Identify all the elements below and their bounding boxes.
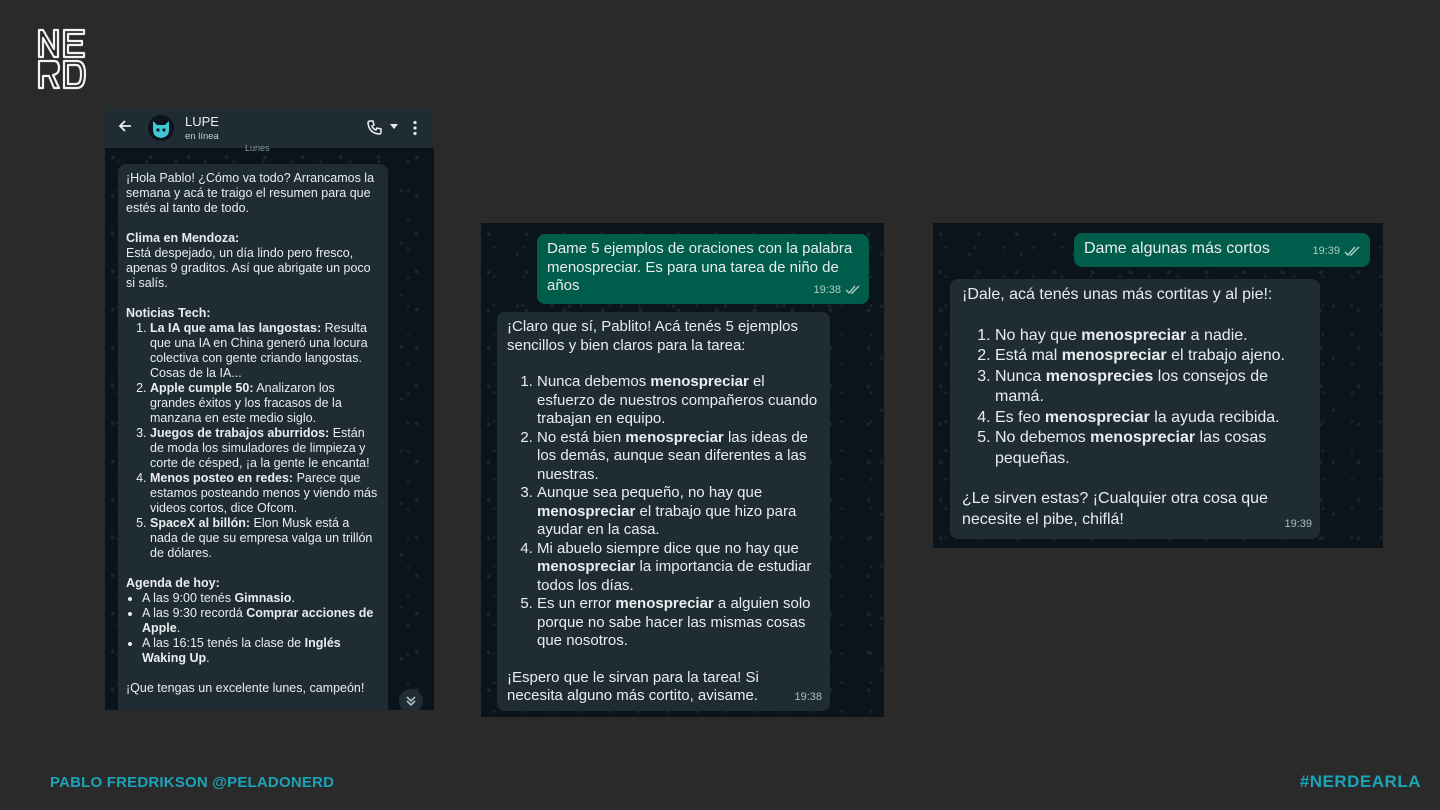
list-item: 2. No está bien menospreciar las ideas de los demás, aunque sean diferentes a las nuestras. — [537, 429, 820, 485]
phone-icon[interactable] — [366, 119, 383, 136]
list-item: 4. Es feo menospreciar la ayuda recibida. — [995, 408, 1308, 429]
message-meta — [1312, 241, 1362, 261]
message-intro: ¡Hola Pablo! ¿Cómo va todo? Arrancamos la semana y acá te traigo el resumen para que estés al tanto de todo. — [126, 171, 375, 215]
more-vertical-icon[interactable] — [412, 120, 418, 136]
chevron-double-down-icon — [399, 689, 423, 710]
message-closing: ¡Espero que le sirvan para la tarea! Si necesita alguno más cortito, avisame. — [507, 668, 759, 704]
date-chip: Lunes — [245, 143, 270, 153]
scroll-down-button[interactable] — [399, 689, 423, 710]
chat-screenshot-lupe — [105, 108, 434, 710]
message-intro: ¡Claro que sí, Pablito! Acá tenés 5 ejemplos sencillos y bien claros para la tarea: — [507, 318, 798, 354]
message-text: Dame algunas más cortos — [1084, 240, 1270, 257]
nerd-logo — [37, 27, 87, 91]
news-list — [126, 321, 380, 561]
list-item: • A las 16:15 tenés la clase de Inglés Waking Up. — [142, 636, 380, 666]
message-closing: ¡Que tengas un excelente lunes, campeón! — [126, 681, 365, 695]
message-text: Dame 5 ejemplos de oraciones con la palabra menospreciar. Es para una tarea de niño de años — [547, 240, 853, 294]
list-item: 1. No hay que menospreciar a nadie. — [995, 326, 1308, 347]
list-item: 5. SpaceX al billón: Elon Musk está a nada de que su empresa valga un trillón de dólares. — [150, 516, 380, 561]
list-item: 2. Apple cumple 50: Analizaron los grandes éxitos y los fracasos de la manzana en este medio siglo. — [150, 381, 380, 426]
news-title: Noticias Tech: — [126, 306, 211, 320]
double-check-icon — [845, 285, 861, 295]
examples-list — [507, 373, 820, 651]
cat-avatar-icon[interactable] — [148, 115, 174, 141]
agenda-title: Agenda de hoy: — [126, 576, 220, 590]
caret-down-icon[interactable] — [390, 124, 398, 130]
contact-status: en línea — [185, 131, 219, 142]
message-time: 19:39 — [1312, 245, 1340, 257]
footer-hashtag: #NERDEARLA — [1299, 772, 1421, 791]
outgoing-message — [537, 234, 869, 304]
short-examples-list — [962, 326, 1308, 470]
double-check-icon — [1344, 246, 1362, 257]
incoming-message — [497, 312, 830, 711]
list-item: 3. Juegos de trabajos aburridos: Están de moda los simuladores de limpieza y corte de césped, ¡a la gente le encanta! — [150, 426, 380, 471]
arrow-left-icon[interactable] — [117, 118, 133, 134]
message-closing: ¿Le sirven estas? ¡Cualquier otra cosa que necesite el pibe, chiflá! — [962, 490, 1268, 528]
chat-screenshot-examples — [481, 223, 884, 717]
message-time: 19:39 — [1284, 517, 1312, 530]
weather-section — [126, 231, 380, 246]
footer-author: PABLO FREDRIKSON @PELADONERD — [50, 774, 335, 791]
weather-title: Clima en Mendoza: — [126, 231, 240, 245]
chat-header — [105, 108, 434, 148]
list-item: 3. Nunca menosprecies los consejos de mamá. — [995, 367, 1308, 408]
incoming-message — [950, 279, 1320, 539]
list-item: 1. La IA que ama las langostas: Resulta que una IA en China generó una locura colectiva con gente criando langostas. Cosas de la IA... — [150, 321, 380, 381]
message-intro: ¡Dale, acá tenés unas más cortitas y al pie!: — [962, 286, 1273, 303]
list-item: • A las 9:30 recordá Comprar acciones de Apple. — [142, 606, 380, 636]
weather-text: Está despejado, un día lindo pero fresco, apenas 9 graditos. Así que abrigate un poco si salís. — [126, 246, 371, 290]
chat-screenshot-short-examples — [933, 223, 1383, 548]
agenda-list — [126, 591, 380, 666]
message-time: 19:38 — [794, 690, 822, 703]
list-item: 3. Aunque sea pequeño, no hay que menospreciar el trabajo que hizo para ayudar en la casa. — [537, 484, 820, 540]
message-time: 19:38 — [813, 283, 841, 296]
list-item: 5. No debemos menospreciar las cosas pequeñas. — [995, 428, 1308, 469]
outgoing-message — [1074, 233, 1370, 267]
list-item: 4. Mi abuelo siempre dice que no hay que menospreciar la importancia de estudiar todos los días. — [537, 540, 820, 596]
contact-name[interactable]: LUPE — [185, 114, 219, 129]
incoming-message-summary — [118, 164, 388, 710]
list-item: 5. Es un error menospreciar a alguien solo porque no sabe hacer las mismas cosas que nosotros. — [537, 595, 820, 651]
list-item: 2. Está mal menospreciar el trabajo ajeno. — [995, 346, 1308, 367]
list-item: 1. Nunca debemos menospreciar el esfuerzo de nuestros compañeros cuando trabajan en equipo. — [537, 373, 820, 429]
message-meta — [813, 281, 861, 300]
list-item: • A las 9:00 tenés Gimnasio. — [142, 591, 380, 606]
list-item: 4. Menos posteo en redes: Parece que estamos posteando menos y viendo más videos cortos, dice Ofcom. — [150, 471, 380, 516]
